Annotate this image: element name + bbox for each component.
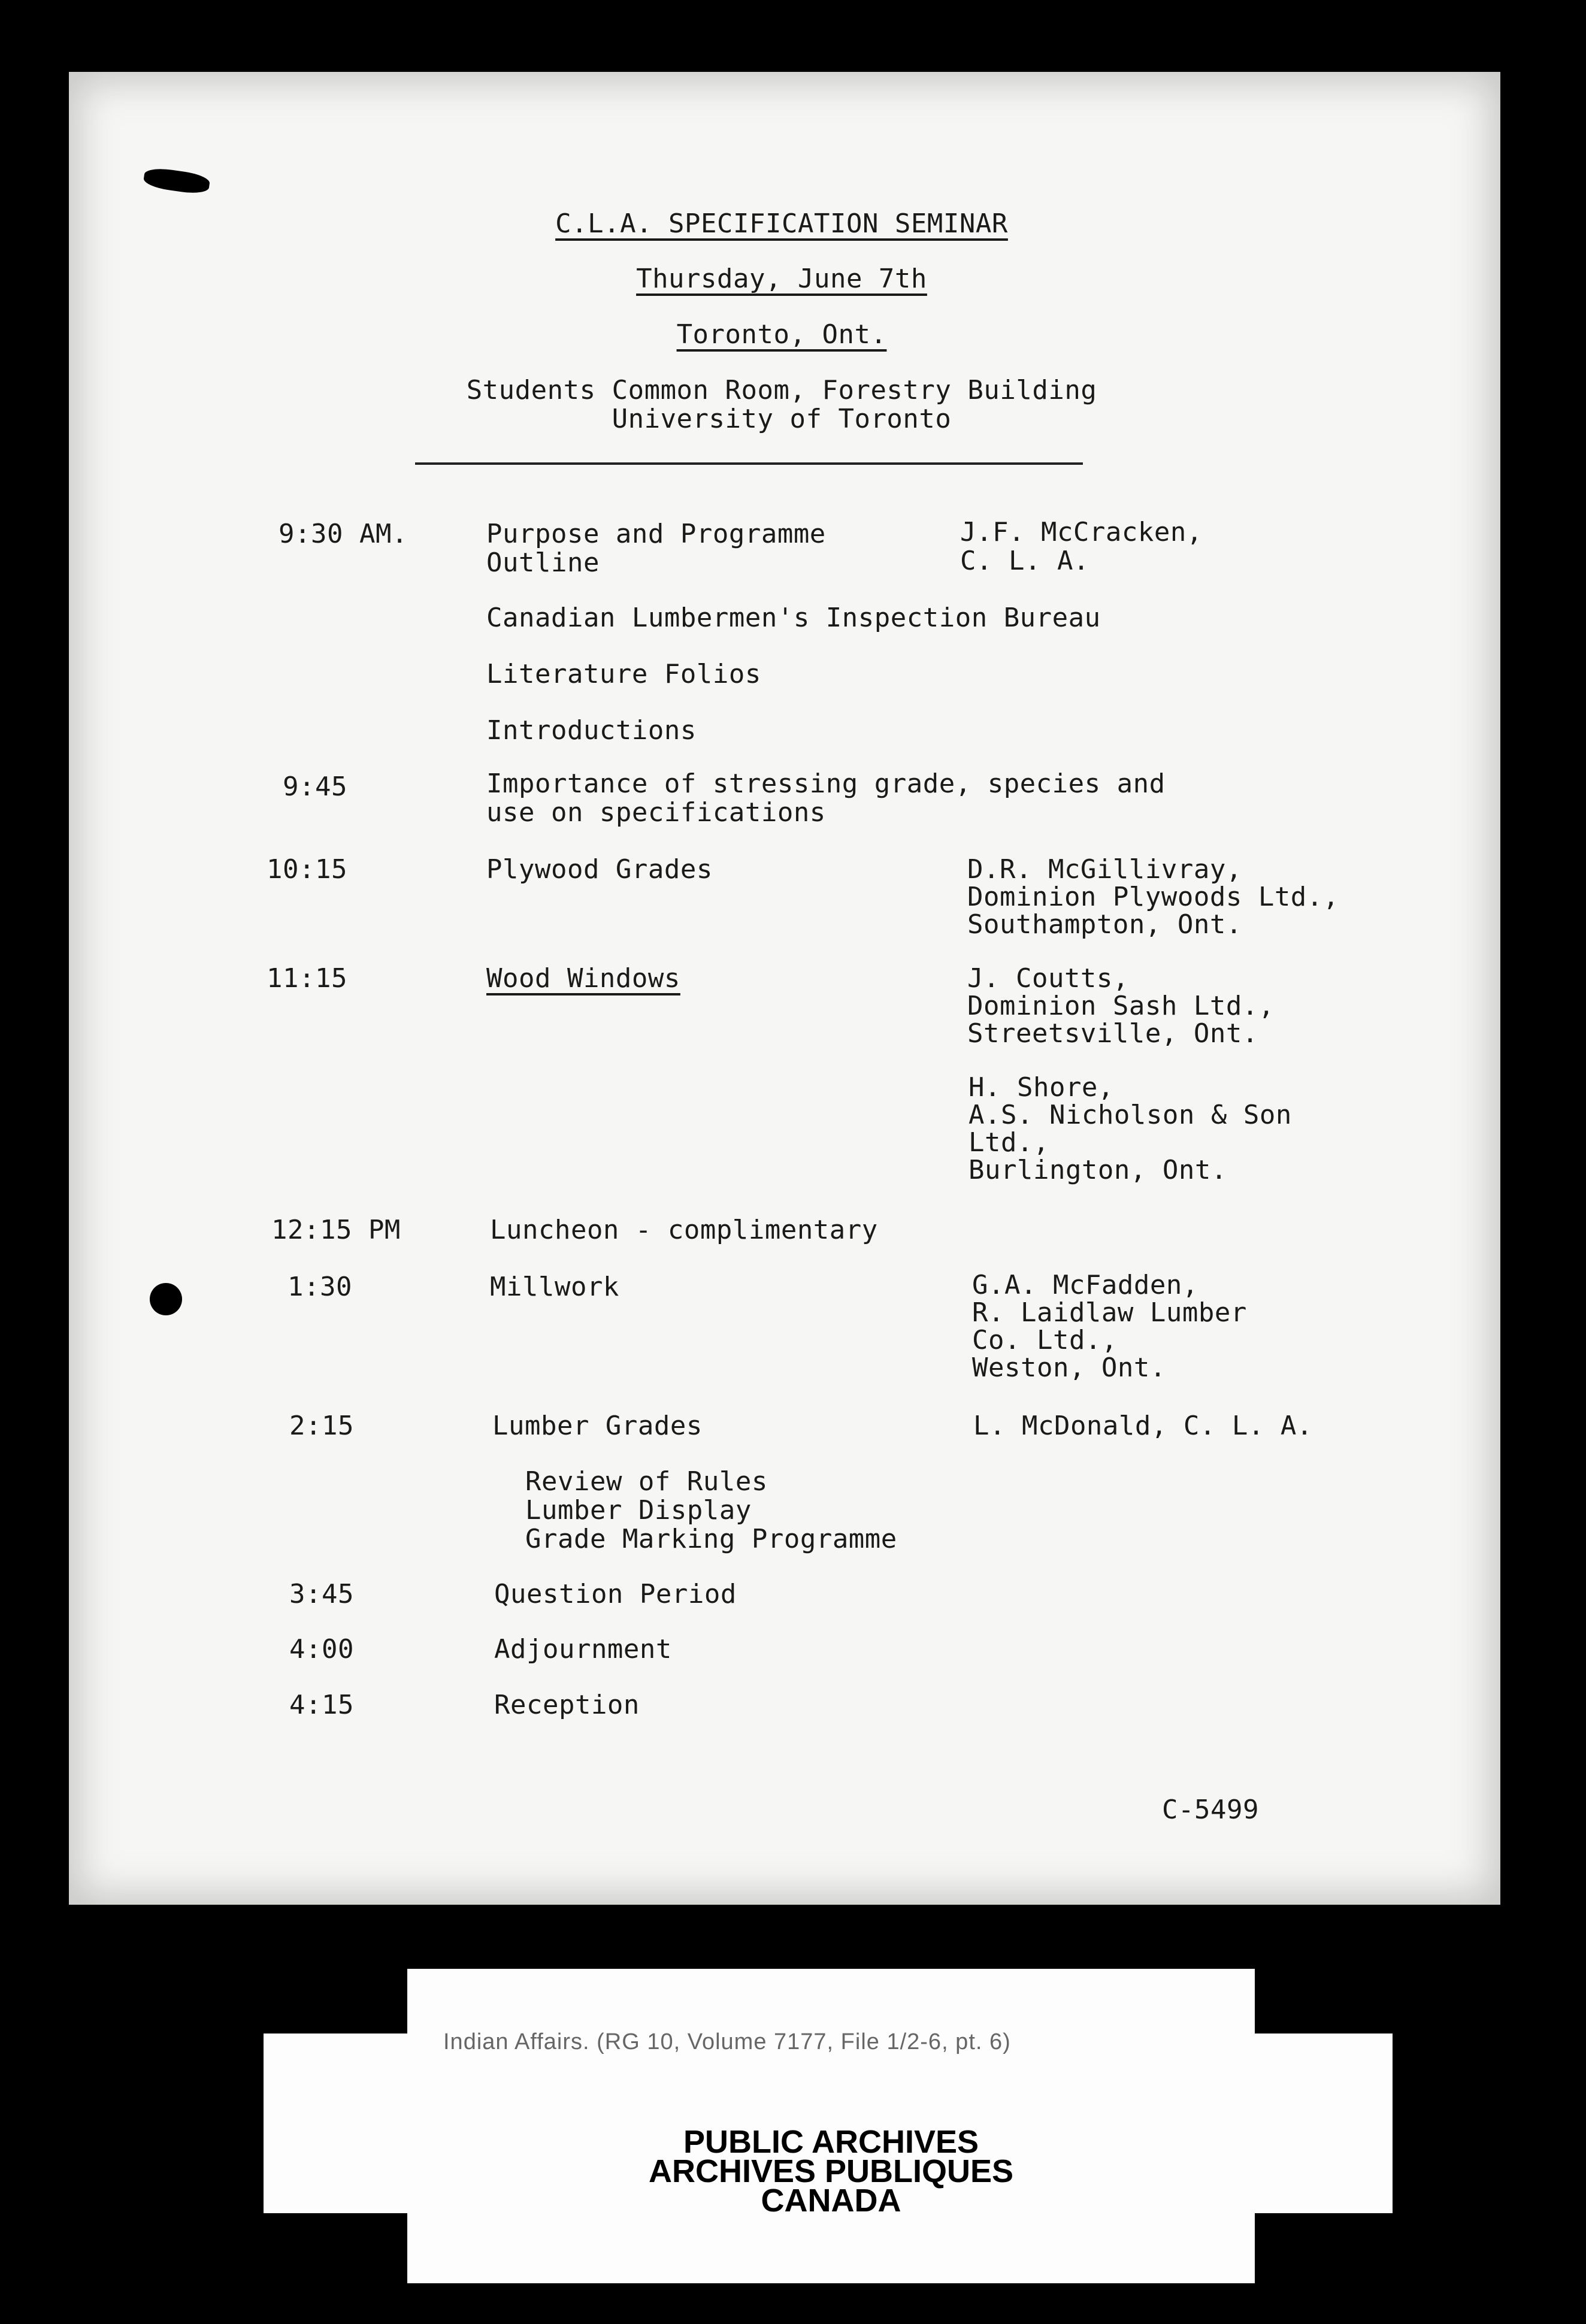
agenda-subitem: Grade Marking Programme — [525, 1524, 897, 1554]
agenda-speaker: R. Laidlaw Lumber — [972, 1297, 1247, 1328]
agenda-speaker: C. L. A. — [960, 546, 1089, 576]
archive-line3: CANADA — [761, 2183, 901, 2219]
agenda-speaker: J. Coutts, — [967, 963, 1129, 994]
agenda-speaker: H. Shore, — [968, 1072, 1114, 1103]
document-page — [69, 72, 1500, 1905]
agenda-speaker: G.A. McFadden, — [972, 1270, 1198, 1300]
agenda-speaker: Streetsville, Ont. — [967, 1018, 1258, 1049]
agenda-topic: Wood Windows — [486, 963, 680, 994]
agenda-subitem: Literature Folios — [486, 659, 761, 689]
agenda-topic: Outline — [486, 547, 600, 578]
agenda-speaker: Dominion Plywoods Ltd., — [967, 882, 1339, 912]
agenda-speaker: Co. Ltd., — [972, 1325, 1118, 1355]
archive-citation: Indian Affairs. (RG 10, Volume 7177, File 1/2-6, pt. 6) — [443, 2029, 1011, 2054]
agenda-subitem: Review of Rules — [525, 1466, 768, 1497]
agenda-time: 10:15 — [267, 854, 347, 885]
agenda-time: 12:15 PM — [271, 1215, 401, 1245]
agenda-topic: use on specifications — [486, 797, 826, 828]
agenda-topic: Purpose and Programme — [486, 519, 826, 549]
archive-line1: PUBLIC ARCHIVES — [683, 2124, 979, 2160]
agenda-topic: Luncheon - complimentary — [490, 1215, 878, 1245]
ink-stain — [143, 167, 211, 196]
agenda-speaker: Weston, Ont. — [972, 1352, 1166, 1383]
archive-line2: ARCHIVES PUBLIQUES — [648, 2153, 1014, 2189]
agenda-speaker: A.S. Nicholson & Son — [968, 1100, 1292, 1130]
agenda-topic: Importance of stressing grade, species and — [486, 768, 1166, 799]
archive-label-card-left — [264, 2034, 407, 2213]
agenda-topic: Question Period — [494, 1579, 737, 1609]
venue-line2: University of Toronto — [612, 404, 952, 434]
agenda-time: 9:30 AM. — [279, 519, 408, 549]
agenda-subitem: Canadian Lumbermen's Inspection Bureau — [486, 603, 1101, 633]
agenda-time: 4:15 — [289, 1690, 354, 1720]
archive-label-card-right — [1255, 2034, 1393, 2213]
punch-hole — [150, 1283, 182, 1315]
agenda-time: 3:45 — [289, 1579, 354, 1609]
agenda-topic: Reception — [494, 1690, 640, 1720]
agenda-speaker: Southampton, Ont. — [967, 909, 1242, 940]
agenda-time: 2:15 — [289, 1411, 354, 1441]
agenda-time: 11:15 — [267, 963, 347, 994]
agenda-subitem: Introductions — [486, 715, 697, 746]
agenda-speaker: Ltd., — [968, 1127, 1049, 1158]
agenda-speaker: Dominion Sash Ltd., — [967, 991, 1275, 1021]
agenda-subitem: Lumber Display — [525, 1495, 752, 1526]
agenda-time: 4:00 — [289, 1634, 354, 1665]
agenda-speaker: L. McDonald, C. L. A. — [973, 1411, 1313, 1441]
doc-title: C.L.A. SPECIFICATION SEMINAR — [555, 208, 1008, 239]
agenda-speaker: D.R. McGillivray, — [967, 854, 1242, 885]
doc-place: Toronto, Ont. — [676, 319, 887, 350]
agenda-topic: Adjournment — [494, 1634, 672, 1665]
header-divider — [415, 462, 1083, 465]
agenda-topic: Millwork — [490, 1272, 619, 1302]
agenda-speaker: J.F. McCracken, — [960, 517, 1203, 547]
venue-line1: Students Common Room, Forestry Building — [466, 375, 1097, 406]
agenda-speaker: Burlington, Ont. — [968, 1155, 1227, 1185]
agenda-topic: Plywood Grades — [486, 854, 713, 885]
agenda-topic: Lumber Grades — [492, 1411, 703, 1441]
reference-number: C-5499 — [1162, 1795, 1259, 1825]
agenda-time: 1:30 — [287, 1272, 352, 1302]
doc-date: Thursday, June 7th — [636, 264, 927, 294]
agenda-time: 9:45 — [283, 771, 347, 802]
